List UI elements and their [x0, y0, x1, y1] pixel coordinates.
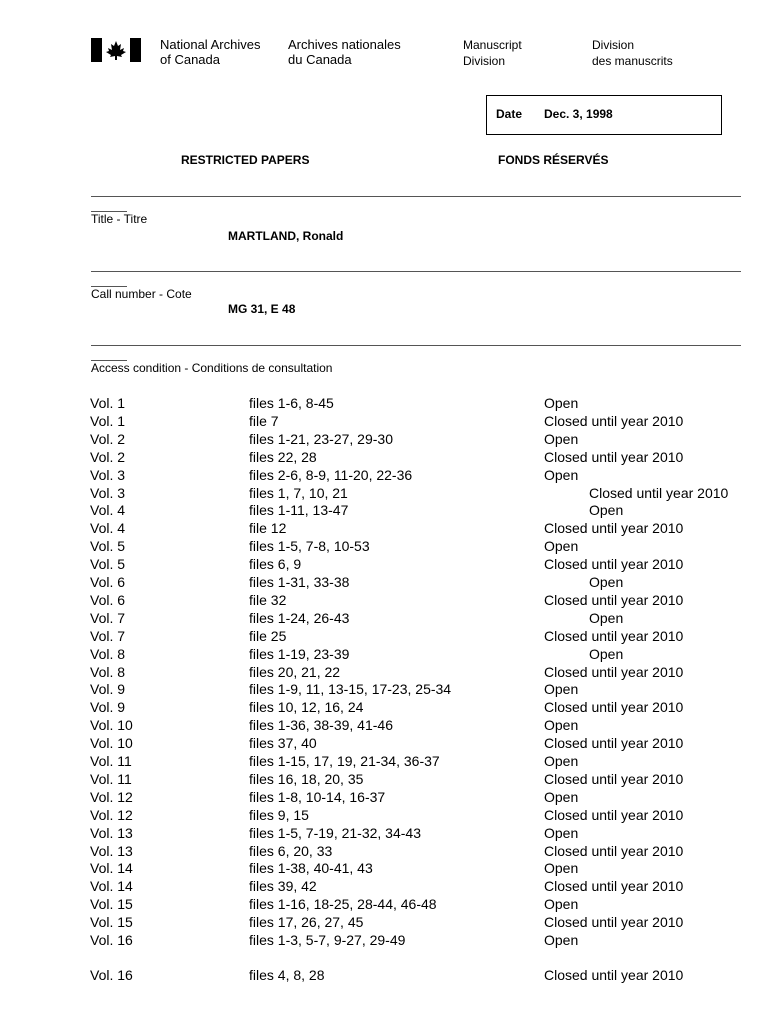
- status-cell: Open: [589, 645, 624, 662]
- status-cell: Closed until year 2010: [544, 412, 684, 429]
- volume-cell: Vol. 14: [90, 878, 133, 895]
- org-name-en-line2: of Canada: [160, 52, 220, 67]
- title-label: Title - Titre: [91, 212, 148, 226]
- volume-cell: Vol. 5: [90, 556, 126, 573]
- files-cell: files 1-16, 18-25, 28-44, 46-48: [249, 896, 437, 913]
- volume-cell: Vol. 8: [90, 645, 126, 662]
- table-row: [0, 448, 770, 466]
- heading-en: RESTRICTED PAPERS: [181, 153, 310, 167]
- volume-cell: Vol. 11: [90, 753, 132, 769]
- canada-flag-icon: [91, 38, 141, 62]
- division-fr: [592, 37, 673, 69]
- volume-cell: Vol. 7: [90, 627, 126, 644]
- files-cell: files 17, 26, 27, 45: [249, 914, 364, 931]
- call-number-label: Call number - Cote: [91, 287, 192, 301]
- org-name-fr: [288, 37, 401, 67]
- status-cell: Closed until year 2010: [544, 914, 684, 931]
- volume-cell: Vol. 14: [90, 860, 133, 877]
- division-fr-line1: Division: [592, 38, 635, 52]
- files-cell: file 7: [249, 412, 279, 429]
- files-cell: files 1-21, 23-27, 29-30: [249, 430, 393, 447]
- files-cell: files 39, 42: [249, 878, 317, 895]
- table-row: [0, 770, 770, 788]
- table-row: [0, 519, 770, 537]
- status-cell: Open: [544, 932, 579, 948]
- files-cell: files 6, 9: [249, 556, 302, 573]
- table-row: [0, 394, 770, 412]
- volume-cell: Vol. 6: [90, 574, 126, 590]
- table-row: [0, 716, 770, 734]
- files-cell: files 1-3, 5-7, 9-27, 29-49: [249, 932, 406, 948]
- divider-call-number: [91, 271, 741, 272]
- volume-cell: Vol. 6: [90, 591, 126, 608]
- table-row: [0, 859, 770, 877]
- status-cell: Closed until year 2010: [589, 484, 729, 501]
- status-cell: Closed until year 2010: [544, 699, 684, 716]
- table-row: [0, 591, 770, 609]
- status-cell: Open: [589, 609, 624, 626]
- table-row: [0, 913, 770, 931]
- files-cell: files 16, 18, 20, 35: [249, 770, 364, 787]
- volume-cell: Vol. 13: [90, 824, 133, 841]
- division-en-line1: Manuscript: [463, 38, 522, 52]
- table-row: [0, 895, 770, 913]
- table-row: [0, 698, 770, 716]
- table-row: [0, 931, 770, 949]
- status-cell: Closed until year 2010: [544, 591, 684, 608]
- table-row: [0, 412, 770, 430]
- files-cell: files 1-11, 13-47: [249, 502, 349, 519]
- volume-cell: Vol. 8: [90, 663, 126, 680]
- table-row: [0, 752, 770, 770]
- table-row: [0, 877, 770, 895]
- table-row: [0, 645, 770, 663]
- files-cell: files 37, 40: [249, 735, 317, 752]
- call-number-value: MG 31, E 48: [228, 302, 296, 316]
- files-cell: file 12: [249, 520, 287, 537]
- table-row: [0, 466, 770, 484]
- files-cell: files 1-19, 23-39: [249, 645, 350, 662]
- volume-cell: Vol. 4: [90, 502, 126, 519]
- volume-cell: Vol. 3: [90, 484, 126, 501]
- title-value: MARTLAND, Ronald: [228, 229, 344, 243]
- status-cell: Closed until year 2010: [544, 967, 684, 983]
- status-cell: Open: [589, 502, 624, 519]
- files-cell: files 9, 15: [249, 806, 309, 823]
- table-row: [0, 788, 770, 806]
- table-row: [0, 966, 770, 984]
- volume-cell: Vol. 12: [90, 788, 133, 805]
- date-label: Date: [496, 107, 523, 121]
- table-row: [0, 806, 770, 824]
- volume-cell: Vol. 16: [90, 967, 133, 983]
- status-cell: Open: [544, 430, 579, 447]
- table-row: [0, 484, 770, 502]
- volume-cell: Vol. 9: [90, 681, 126, 698]
- files-cell: files 1-5, 7-19, 21-32, 34-43: [249, 824, 421, 841]
- status-cell: Open: [544, 466, 579, 483]
- table-row: [0, 501, 770, 519]
- divider-access: [91, 345, 741, 346]
- volume-cell: Vol. 10: [90, 717, 133, 734]
- files-cell: files 1-6, 8-45: [249, 395, 334, 411]
- status-cell: Open: [544, 395, 579, 411]
- status-cell: Open: [589, 574, 624, 590]
- status-cell: Closed until year 2010: [544, 842, 684, 859]
- access-label: Access condition - Conditions de consultation: [91, 361, 333, 375]
- files-cell: files 1, 7, 10, 21: [249, 484, 348, 501]
- files-cell: file 32: [249, 591, 287, 608]
- volume-cell: Vol. 15: [90, 896, 133, 913]
- files-cell: files 1-31, 33-38: [249, 574, 350, 590]
- files-cell: files 10, 12, 16, 24: [249, 699, 364, 716]
- status-cell: Open: [544, 788, 579, 805]
- status-cell: Closed until year 2010: [544, 448, 684, 465]
- status-cell: Closed until year 2010: [544, 806, 684, 823]
- status-cell: Open: [544, 860, 579, 877]
- status-cell: Open: [544, 681, 579, 698]
- date-box: [486, 95, 722, 135]
- table-row: [0, 555, 770, 573]
- volume-cell: Vol. 2: [90, 448, 126, 465]
- table-row: [0, 663, 770, 681]
- files-cell: files 1-24, 26-43: [249, 609, 350, 626]
- volume-cell: Vol. 3: [90, 466, 126, 483]
- volume-cell: Vol. 7: [90, 609, 126, 626]
- files-cell: files 1-15, 17, 19, 21-34, 36-37: [249, 753, 440, 769]
- status-cell: Open: [544, 717, 579, 734]
- org-name-fr-line1: Archives nationales: [288, 37, 401, 52]
- table-row: [0, 430, 770, 448]
- status-cell: Open: [544, 896, 579, 913]
- files-cell: files 1-36, 38-39, 41-46: [249, 717, 393, 734]
- volume-cell: Vol. 4: [90, 520, 126, 537]
- table-row: [0, 537, 770, 555]
- volume-cell: Vol. 1: [90, 412, 126, 429]
- volume-cell: Vol. 12: [90, 806, 133, 823]
- org-name-fr-line2: du Canada: [288, 52, 352, 67]
- status-cell: Closed until year 2010: [544, 663, 684, 680]
- table-row: [0, 573, 770, 591]
- files-cell: files 6, 20, 33: [249, 842, 333, 859]
- status-cell: Closed until year 2010: [544, 770, 684, 787]
- status-cell: Closed until year 2010: [544, 735, 684, 752]
- canada-flag-logo: [91, 38, 141, 62]
- volume-cell: Vol. 11: [90, 770, 132, 787]
- files-cell: files 1-5, 7-8, 10-53: [249, 538, 370, 555]
- volume-cell: Vol. 9: [90, 699, 126, 716]
- status-cell: Closed until year 2010: [544, 520, 684, 537]
- table-row: [0, 824, 770, 842]
- table-row: [0, 609, 770, 627]
- status-cell: Closed until year 2010: [544, 627, 684, 644]
- org-name-en-line1: National Archives: [160, 37, 261, 52]
- files-cell: files 22, 28: [249, 448, 317, 465]
- volume-cell: Vol. 16: [90, 932, 133, 948]
- files-cell: files 1-8, 10-14, 16-37: [249, 788, 386, 805]
- volume-cell: Vol. 1: [90, 395, 126, 411]
- files-cell: files 2-6, 8-9, 11-20, 22-36: [249, 466, 413, 483]
- volume-cell: Vol. 2: [90, 430, 126, 447]
- status-cell: Open: [544, 538, 579, 555]
- divider-title: [91, 196, 741, 197]
- date-value: Dec. 3, 1998: [544, 107, 613, 121]
- volume-cell: Vol. 10: [90, 735, 133, 752]
- table-row: [0, 842, 770, 860]
- division-en: [463, 37, 522, 69]
- org-name-en: [160, 37, 260, 67]
- division-en-line2: Division: [463, 54, 506, 68]
- volume-cell: Vol. 13: [90, 842, 133, 859]
- table-row: [0, 680, 770, 698]
- files-cell: files 20, 21, 22: [249, 663, 341, 680]
- status-cell: Open: [544, 753, 579, 769]
- files-cell: files 1-9, 11, 13-15, 17-23, 25-34: [249, 681, 452, 698]
- division-fr-line2: des manuscrits: [592, 54, 673, 68]
- status-cell: Open: [544, 824, 579, 841]
- status-cell: Closed until year 2010: [544, 556, 684, 573]
- table-row: [0, 627, 770, 645]
- table-row: [0, 734, 770, 752]
- files-cell: files 1-38, 40-41, 43: [249, 860, 373, 877]
- heading-fr: FONDS RÉSERVÉS: [498, 153, 609, 167]
- volume-cell: Vol. 15: [90, 914, 133, 931]
- status-cell: Closed until year 2010: [544, 878, 684, 895]
- files-cell: file 25: [249, 627, 287, 644]
- volume-cell: Vol. 5: [90, 538, 126, 555]
- files-cell: files 4, 8, 28: [249, 967, 325, 983]
